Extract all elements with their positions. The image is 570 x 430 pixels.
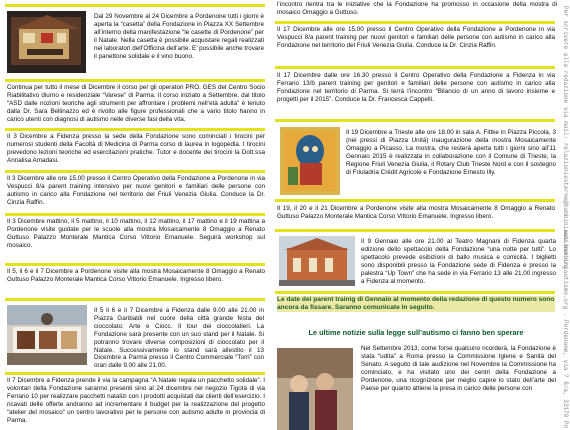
entry-pacchetto-solidale: Il 7 Dicembre a Fidenza prende il via la campagna “A Natale regala un pacchetto solidale”. I volontari della Fondazione saranno presenti sino al 24 dicembre nel negozio Tigotà di via Ferrario 10 per realizzare pacchetti natalizi con i prodotti acquistati dai clienti dell’esercizio. I ricavati delle offerte andranno ad incrementare il budget per la realizzazione del progetto “atelier del mosaico” un centro lavorativo per le persone con autismo adulte in provincia di Parma. — [7, 377, 265, 424]
entry-arte-e-ciocc: Il 5 il 6 e il 7 Dicembre a Fidenza dalle 9.00 alle 21.00 in Piazza Garibaldi nel cuore della città grande festa del cioccolato: Arte e Ciocc. Il tour dei cioccolatieri. La Fondazione sarà presente con un suo stand per il Natale. Si potranno trovare diverse composizioni di cioccolato per il Natale. Successivamente lo stand sarà allestito il 13 Dicembre a Parma presso il Centro Commerciale “Torri” con orari dalle 9.00 alle 21.00. — [94, 307, 264, 370]
entry-corso-parma: Continua per tutto il mese di Dicembre il corso per gli operatori PRO. GES del Centro Socio Riabilitativo diurno e residenziale “Varese” di Parma. Il corso iniziato a Settembre, dal titolo “ASD dalle nozioni teoriche agli strumenti per affrontare i problemi nell’età adulta” è tenuto dalla Dr. Sara Bellinazzo ed è rivolto alle figure professionali che a vario titolo hanno in carico utenti con diagnosi di autismo nelle diverse fasi della vita. — [7, 84, 265, 123]
divider-bar — [275, 229, 555, 232]
divider-bar — [5, 170, 265, 173]
entry-visite-mostra: Il 5, il 6 e il 7 Dicembre a Pordenone visite alla mostra Mosaicamente 8 Omaggio a Renato Guttuso Palazzo Monterale Mantica Corso Vittorio Emanuele. Ingresso libero. — [7, 268, 265, 283]
entry-parent-training-17-pn: Il 17 Dicembre alle ore 15.00 presso il Centro Operativo della Fondazione a Pordenone in via Vespucci 8/a parent training per nuovi genitori e familiari delle persone con autismo in carico alla Fondazione nel territorio del Friuli Venezia Giulia. Conduce la Dr. Cinzia Raffin. — [277, 26, 555, 49]
divider-bar — [275, 291, 555, 294]
entry-parent-training-17-fidenza: Il 17 Dicembre dalle ore 16.30 presso il Centro Operativo della Fondazione a Fidenza in via Ferrario 13/b parent training per genitori e familiari delle persone con autismo in carico alla Fondazione nel territorio di Parma. Si terrà l’incontro “Bilancio di un anno di lavoro insieme e progetti per il 2015”. Conduce la Dr. Francesca Cappelli. — [277, 72, 555, 103]
divider-bar — [275, 66, 555, 69]
picasso-painting-photo — [280, 127, 340, 195]
legge-autismo-photo — [277, 348, 353, 430]
divider-bar — [5, 298, 265, 301]
teatro-magnani-photo — [279, 236, 355, 286]
entry-incontro-guttuso: l’incontro rientra tra le iniziative che la Fondazione ha promosso in occasione della mostra di mosaico Omaggio a Guttuso. — [277, 1, 557, 16]
divider-bar — [5, 263, 265, 266]
divider-bar — [275, 199, 555, 202]
entry-legge-autismo: Nel Settembre 2013, come forse qualcuno ricorderà, la Fondazione è stata “udita” a Roma presso la Commissione Igiene e Sanità del Senato. A seguito di tale audizione nel Novembre la Commissione ha cominciato, e ha visitato uno dei centri della Fondazione a Pordenone, una ricognizione per meglio capire lo stato dell’arte del Paese per quanto attiene la presa in carico delle persone con — [361, 345, 556, 392]
divider-bar — [5, 4, 265, 7]
divider-bar — [5, 128, 265, 131]
entry-visite-19-21: Il 19, il 20 e il 21 Dicembre a Pordenone visite alla mostra Mosaicamente 8 Omaggio a Renato Guttuso Palazzo Monterale Mantica Corso Vittorio Emanuele. Ingresso libero. — [277, 205, 555, 220]
side-text-email: Per scrivere alla redazione via mail: relazioniesterne@bambiniautismo.org — [562, 6, 569, 269]
divider-bar — [275, 21, 555, 24]
entry-visite-scuole: Il 3 Dicembre mattino, il 5 mattino, il 10 mattino, il 12 mattino, il 17 mattino e il 19 mattina a Pordenone visite guidate per le scuole alla mostra Mosaicamente 8 Omaggio a Renato Guttuso Palazzo Monterale Mantica Corso Vittorio Emanuele. Seguirà workshop sul mosaico. — [7, 218, 265, 249]
divider-bar — [5, 213, 265, 216]
parent-training-note: Le date dei parent trainig di Gennaio al momento della redazione di questo numero sono ancora da fissare. Saranno comunicate in seguito. — [277, 296, 555, 311]
entry-mostra-trieste: Il 19 Dicembre a Trieste alle ore 18.00 in sala A. Fittke in Piazza Piccola, 3 (nei pressi di Piazza Unità) inaugurazione della mostra Mosaicamente Omaggio a Picasso. La mostra, che resterà aperta tutti i giorni sino all’11 Gennaio 2015 è realizzata in collaborazione con il Comune di Trieste, la Regione Friuli Venezia Giulia, il Rotary Club Trieste Nord e con il sostegno di Friuladria Crédit Agricole e Fondazione Ernesto Illy. — [346, 129, 556, 176]
entry-parent-training-pordenone: Il 3 Dicembre alle ore 15.00 presso il Centro Operativo della Fondazione a Pordenone in via Vespucci 8/a parent training intensivo per nuovi genitori e familiari delle persone con autismo in carico alla Fondazione nel territorio del Friuli Venezia Giulia. Conduce la Dr. Cinzia Raffin. — [7, 175, 265, 206]
side-vertical-text — [560, 0, 570, 430]
news-banner-title: Le ultime notizie sulla legge sull’autismo ci fanno ben sperare — [308, 328, 524, 337]
divider-bar — [5, 79, 265, 82]
entry-tirocini: Il 3 Dicembre a Fidenza presso la sede della Fondazione sono cominciati i tirocini per numerosi studenti della Facoltà di Medicina di Parma corso di laurea in logopedia. I tirocini prevedono lezioni teoriche ed esercitazioni pratiche. Tutor e docente dei tirocini la Dott.ssa Annalisa Amadasi. — [7, 133, 265, 164]
divider-bar — [275, 119, 555, 122]
divider-bar — [5, 372, 265, 375]
casetta-photo — [7, 11, 86, 73]
side-text-address: www.bambiniautismo.org - Pordenone, via ? 8/a, 33170 Pn — [562, 230, 569, 429]
entry-casetta: Dal 29 Novembre al 24 Dicembre a Pordenone tutti i giorni è aperta la “casetta” della Fondazione in Piazza XX Settembre all’interno della manifestazione “le casette di Pordenone” per il Natale. Nella casetta è possibile acquistare regali realizzati nei laboratori dell’Officina dell’arte. E’ possibile anche trovare il panettone solidale e il vino buono. — [94, 13, 264, 60]
entry-una-notte-per-tutti: Il 9 Gennaio alle ore 21.00 al Teatro Magnani di Fidenza quarta edizione dello spettacolo della Fondazione “una notte per tutti”. Lo spettacolo prevede esibizioni di ballo musica e comicità. I biglietti sono disponibili presso la Fondazione sede di Fidenza e presso la palestra “Up Town” che ha sede in via Ferrario 13 alle 21.00 ingresso a Fidenza al momento. — [361, 238, 556, 285]
cioccolato-stand-photo — [7, 305, 87, 365]
